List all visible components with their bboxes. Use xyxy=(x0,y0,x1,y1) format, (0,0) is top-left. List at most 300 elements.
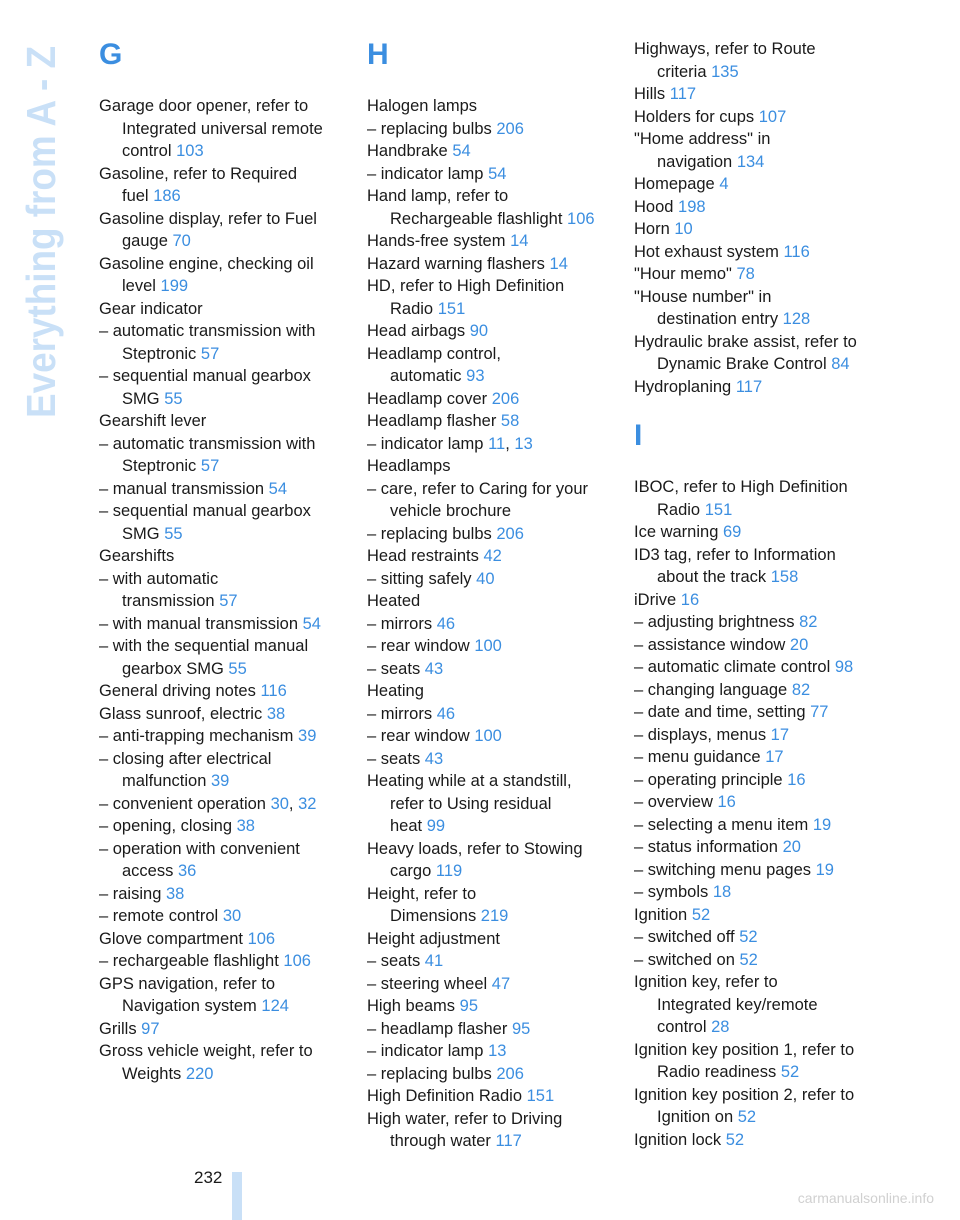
index-entry-text: "House number" in destination entry xyxy=(634,287,779,328)
page-link[interactable]: 46 xyxy=(436,704,456,723)
index-entry xyxy=(634,128,879,173)
section-letter: H xyxy=(367,38,389,71)
index-entry-text: Handbrake xyxy=(367,142,448,160)
index-entry-text: – switched on xyxy=(634,950,735,969)
page-link[interactable]: 54 xyxy=(302,614,321,633)
page-link[interactable]: 116 xyxy=(260,682,287,700)
index-entry-text: GPS navigation, refer to Navigation system xyxy=(99,974,276,1015)
index-entry xyxy=(99,1040,344,1085)
index-entry xyxy=(99,838,344,883)
index-entry xyxy=(634,1039,879,1084)
page-link[interactable]: 16 xyxy=(680,590,700,609)
page-link[interactable]: 151 xyxy=(704,500,733,519)
index-entry xyxy=(367,545,612,568)
index-entry xyxy=(99,365,344,410)
index-entry xyxy=(634,1084,879,1129)
index-entry xyxy=(634,701,879,724)
page-link[interactable]: 95 xyxy=(511,1019,531,1038)
page-accent-bar xyxy=(232,1172,242,1220)
page-link[interactable]: 18 xyxy=(712,883,732,901)
page-number: 232 xyxy=(194,1168,223,1187)
page-link[interactable]: 39 xyxy=(298,727,317,745)
index-entry xyxy=(367,680,612,703)
index-entry xyxy=(634,971,879,1039)
index-entry-text: ID3 tag, refer to Information about the track xyxy=(634,545,836,586)
index-entry xyxy=(99,298,344,321)
index-entry-text: – overview xyxy=(634,793,713,811)
index-entry xyxy=(634,746,879,769)
page-link[interactable]: 206 xyxy=(491,389,520,408)
index-entry xyxy=(367,185,612,230)
index-entry xyxy=(99,883,344,906)
index-entry xyxy=(634,286,879,331)
index-entry-text: – with automatic transmission xyxy=(99,569,219,610)
index-entry-text: Hot exhaust system xyxy=(634,242,779,261)
index-entry: – convenient operation 30, 32 xyxy=(99,794,317,813)
index-entry-text: – seats xyxy=(367,749,421,768)
index-entry xyxy=(367,725,612,748)
index-entry-text: – symbols xyxy=(634,883,709,901)
page-link[interactable]: 36 xyxy=(177,862,197,880)
page-link[interactable]: 116 xyxy=(783,242,810,261)
index-entry-text: Headlamps xyxy=(367,457,451,475)
page-link[interactable]: 16 xyxy=(787,770,806,789)
page-link[interactable]: 13 xyxy=(488,1042,507,1060)
page-link[interactable]: 93 xyxy=(466,367,485,385)
index-entry-text: Ice warning xyxy=(634,523,719,541)
page-link[interactable]: 40 xyxy=(476,569,495,588)
index-entry xyxy=(634,656,879,679)
page-link[interactable]: 199 xyxy=(160,277,189,295)
index-entry xyxy=(634,589,879,612)
index-entry xyxy=(99,208,344,253)
page-link[interactable]: 151 xyxy=(437,299,466,318)
index-entry-text: IBOC, refer to High Definition Radio xyxy=(634,478,848,519)
page-link[interactable]: 97 xyxy=(141,1019,160,1038)
index-entry xyxy=(634,241,879,264)
index-entry xyxy=(634,331,879,376)
index-entry xyxy=(367,1108,612,1153)
index-column-3 xyxy=(634,38,879,1151)
index-entry xyxy=(367,635,612,658)
index-entry xyxy=(99,320,344,365)
page-link[interactable]: 28 xyxy=(711,1018,730,1036)
index-entry xyxy=(634,904,879,927)
index-entry-text: Heating while at a standstill, refer to Using residual heat xyxy=(367,772,572,835)
page-link[interactable]: 55 xyxy=(164,524,183,543)
index-entry-text: Heating xyxy=(367,682,424,700)
index-entry xyxy=(99,905,344,928)
page-link[interactable]: 43 xyxy=(424,749,444,768)
index-entry-text: Headlamp cover xyxy=(367,389,488,408)
index-entry-text: Headlamp control, automatic xyxy=(367,344,501,385)
index-entry xyxy=(634,926,879,949)
index-entry xyxy=(367,928,612,951)
index-entry xyxy=(99,973,344,1018)
page-link[interactable]: 20 xyxy=(789,635,809,654)
page-link[interactable]: 158 xyxy=(770,568,799,586)
page-link[interactable]: 17 xyxy=(770,725,790,744)
page-link[interactable]: 82 xyxy=(799,613,818,631)
index-entry xyxy=(634,196,879,219)
page-link[interactable]: 106 xyxy=(247,929,276,948)
index-entry xyxy=(99,680,344,703)
page-link[interactable]: 95 xyxy=(459,997,478,1015)
index-entry-text: Head airbags xyxy=(367,322,466,340)
index-entry xyxy=(367,140,612,163)
index-entry xyxy=(634,521,879,544)
index-entry-text: – seats xyxy=(367,952,421,970)
index-entry-text: – rechargeable flashlight xyxy=(99,952,279,970)
index-entry-text: – replacing bulbs xyxy=(367,1064,492,1083)
index-entry-text: Gearshifts xyxy=(99,547,175,565)
index-entry xyxy=(367,275,612,320)
index-entry-text: Gearshift lever xyxy=(99,412,207,430)
index-entry-text: – menu guidance xyxy=(634,748,761,766)
index-entry-text: Hills xyxy=(634,85,666,103)
index-entry-text: Grills xyxy=(99,1019,137,1038)
index-entry-text: Gasoline engine, checking oil level xyxy=(99,254,314,295)
index-entry xyxy=(634,263,879,286)
index-entry-text: Highways, refer to Route criteria xyxy=(634,40,816,81)
page-link[interactable]: 100 xyxy=(474,727,502,745)
page-link[interactable]: 46 xyxy=(436,614,456,633)
index-entry xyxy=(634,1129,879,1152)
index-entry-text: Holders for cups xyxy=(634,107,755,126)
index-entry xyxy=(367,388,612,411)
page-link[interactable]: 13 xyxy=(514,434,533,453)
index-entry xyxy=(367,523,612,546)
index-entry xyxy=(367,658,612,681)
index-entry xyxy=(367,838,612,883)
page-link[interactable]: 134 xyxy=(736,152,765,171)
page-link[interactable]: 186 xyxy=(153,187,181,205)
index-entry-text: Gasoline display, refer to Fuel gauge xyxy=(99,209,317,250)
page-link[interactable]: 55 xyxy=(228,659,247,678)
index-entry-text: Hydraulic brake assist, refer to Dynamic Brake Control xyxy=(634,332,857,373)
index-entry xyxy=(367,455,612,478)
index-entry-text: – convenient operation xyxy=(99,794,266,813)
index-entry-text: – sitting safely xyxy=(367,569,472,588)
index-entry xyxy=(367,95,612,118)
page-link[interactable]: 47 xyxy=(491,974,511,993)
index-entry-text: – selecting a menu item xyxy=(634,815,809,834)
index-entry xyxy=(634,376,879,399)
index-entry-text: – sequential manual gearbox SMG xyxy=(99,502,311,543)
page-link[interactable]: 82 xyxy=(791,680,811,699)
index-entry xyxy=(634,476,879,521)
page-link[interactable]: 54 xyxy=(488,164,507,183)
index-entry-text: – opening, closing xyxy=(99,817,233,835)
index-entry xyxy=(634,814,879,837)
page-link[interactable]: 52 xyxy=(725,1130,745,1149)
index-entry-text: – anti-trapping mechanism xyxy=(99,727,294,745)
index-entry xyxy=(634,791,879,814)
index-entry-text: – manual transmission xyxy=(99,479,265,498)
index-entry-text: "Hour memo" xyxy=(634,265,732,283)
page-link[interactable]: 17 xyxy=(765,748,784,766)
index-entry-text: Ignition key, refer to Integrated key/remote control xyxy=(634,973,818,1036)
page-link[interactable]: 117 xyxy=(669,85,697,103)
index-entry xyxy=(367,748,612,771)
index-entry xyxy=(367,343,612,388)
index-entry-text: iDrive xyxy=(634,590,677,609)
index-entry-text: – steering wheel xyxy=(367,974,488,993)
index-entry: – indicator lamp 11, 13 xyxy=(367,434,533,453)
index-entry-text: HD, refer to High Definition Radio xyxy=(367,277,565,318)
page-link[interactable]: 206 xyxy=(496,1064,524,1083)
index-entry xyxy=(99,1018,344,1041)
index-entry xyxy=(367,703,612,726)
index-entry-text: General driving notes xyxy=(99,682,256,700)
index-entry-text: – status information xyxy=(634,838,778,856)
page-link[interactable]: 14 xyxy=(549,254,568,273)
page-link[interactable]: 98 xyxy=(834,658,854,676)
index-entry-text: – rear window xyxy=(367,637,470,655)
index-entry xyxy=(367,995,612,1018)
page-link[interactable]: 117 xyxy=(735,377,763,396)
index-entry-text: High water, refer to Driving through water xyxy=(367,1109,563,1150)
index-entry-text: – automatic climate control xyxy=(634,658,831,676)
index-entry xyxy=(99,703,344,726)
page-link[interactable]: 41 xyxy=(424,952,444,970)
page-link[interactable]: 20 xyxy=(782,838,801,856)
page-link[interactable]: 206 xyxy=(496,119,524,138)
index-entry-text: – adjusting brightness xyxy=(634,613,795,631)
index-entry xyxy=(367,1063,612,1086)
page-link[interactable]: 99 xyxy=(426,817,446,835)
page-link[interactable]: 106 xyxy=(567,209,595,228)
page-link[interactable]: 32 xyxy=(298,794,317,813)
index-entry xyxy=(99,748,344,793)
page-link[interactable]: 117 xyxy=(495,1132,522,1150)
index-entry-text: Height, refer to Dimensions xyxy=(367,884,477,925)
index-entry-text: – switched off xyxy=(634,928,735,946)
index-entry xyxy=(99,950,344,973)
index-entry-text: "Home address" in navigation xyxy=(634,130,771,171)
index-entry-text: Halogen lamps xyxy=(367,97,478,115)
page-link[interactable]: 106 xyxy=(283,952,311,970)
page-link[interactable]: 58 xyxy=(500,412,520,430)
index-entry xyxy=(634,724,879,747)
page-link[interactable]: 128 xyxy=(782,310,811,328)
index-entry xyxy=(367,883,612,928)
page-link[interactable]: 100 xyxy=(474,637,502,655)
watermark: carmanualsonline.info xyxy=(797,1190,934,1206)
index-entry-text: – operation with convenient access xyxy=(99,839,300,880)
index-entry-text: – replacing bulbs xyxy=(367,119,492,138)
index-entry xyxy=(634,836,879,859)
page-link[interactable]: 52 xyxy=(691,905,711,924)
index-entry xyxy=(367,1040,612,1063)
page-link[interactable]: 219 xyxy=(480,907,509,925)
index-entry-text: – automatic transmission with Steptronic xyxy=(99,434,316,475)
index-entry xyxy=(634,218,879,241)
index-entry-text: Headlamp flasher xyxy=(367,412,497,430)
page-link[interactable]: 151 xyxy=(526,1087,555,1105)
index-entry xyxy=(367,118,612,141)
index-entry xyxy=(99,725,344,748)
index-entry-text: – indicator lamp xyxy=(367,434,484,453)
index-entry-text: Hood xyxy=(634,197,674,216)
page-link[interactable]: 42 xyxy=(483,547,502,565)
page-link[interactable]: 14 xyxy=(510,232,529,250)
index-entry xyxy=(99,635,344,680)
page-link[interactable]: 77 xyxy=(810,703,829,721)
index-entry xyxy=(367,1085,612,1108)
index-entry xyxy=(367,613,612,636)
index-column-1 xyxy=(99,38,344,1085)
index-entry-text: Height adjustment xyxy=(367,929,500,948)
index-entry xyxy=(367,973,612,996)
page-link[interactable]: 90 xyxy=(469,322,489,340)
index-entry xyxy=(634,769,879,792)
index-entry-text: Hazard warning flashers xyxy=(367,254,545,273)
index-entry-text: – switching menu pages xyxy=(634,860,812,879)
index-entry xyxy=(367,230,612,253)
index-entry-text: – displays, menus xyxy=(634,725,767,744)
index-entry xyxy=(99,410,344,433)
index-entry-text: Gear indicator xyxy=(99,299,203,318)
index-entry-text: – closing after electrical malfunction xyxy=(99,749,272,790)
page-link[interactable]: 55 xyxy=(164,389,183,408)
page-link[interactable]: 16 xyxy=(717,793,736,811)
side-title xyxy=(18,4,64,422)
index-entry-text: – sequential manual gearbox SMG xyxy=(99,367,311,408)
page-link[interactable]: 124 xyxy=(261,997,289,1015)
page-link[interactable]: 38 xyxy=(165,884,185,903)
index-entry-text: Heated xyxy=(367,592,421,610)
index-entry-text: Hand lamp, refer to Rechargeable flashlight xyxy=(367,187,563,228)
page-link[interactable]: 220 xyxy=(185,1064,214,1083)
index-entry-text: Gasoline, refer to Required fuel xyxy=(99,164,298,205)
index-entry-text: Gross vehicle weight, refer to Weights xyxy=(99,1042,313,1083)
index-entry xyxy=(99,928,344,951)
index-entry-text: – indicator lamp xyxy=(367,164,484,183)
page-link[interactable]: 54 xyxy=(452,142,471,160)
page-link[interactable]: 30 xyxy=(270,794,289,813)
page-link[interactable]: 38 xyxy=(236,817,255,835)
index-entry xyxy=(367,1018,612,1041)
page-link[interactable]: 38 xyxy=(266,704,286,723)
page-link[interactable]: 52 xyxy=(780,1063,800,1081)
index-entry-text: High beams xyxy=(367,997,456,1015)
index-entry xyxy=(634,38,879,83)
index-entry-text: – date and time, setting xyxy=(634,703,806,721)
index-entry xyxy=(99,478,344,501)
page-link[interactable]: 52 xyxy=(739,950,758,969)
page-link[interactable]: 4 xyxy=(719,175,729,193)
index-entry xyxy=(99,253,344,298)
page-link[interactable]: 107 xyxy=(758,107,787,126)
index-entry xyxy=(99,545,344,568)
index-entry xyxy=(634,544,879,589)
index-entry xyxy=(367,410,612,433)
index-entry xyxy=(99,163,344,208)
index-entry-text: – operating principle xyxy=(634,770,783,789)
index-entry xyxy=(367,320,612,343)
page-link[interactable]: 57 xyxy=(219,592,238,610)
index-entry xyxy=(634,881,879,904)
index-entry xyxy=(367,590,612,613)
index-entry-text: – indicator lamp xyxy=(367,1042,484,1060)
page-link[interactable]: 78 xyxy=(736,265,755,283)
index-entry-text: – with the sequential manual gearbox SMG xyxy=(99,637,309,678)
index-entry-text: Heavy loads, refer to Stowing cargo xyxy=(367,839,583,880)
index-entry xyxy=(99,568,344,613)
index-column-2 xyxy=(367,38,612,1153)
index-entry xyxy=(634,859,879,882)
index-entry-text: Glove compartment xyxy=(99,929,243,948)
page-link[interactable]: 11 xyxy=(488,434,506,453)
index-entry-text: High Definition Radio xyxy=(367,1087,523,1105)
index-entry-text: – with manual transmission xyxy=(99,614,298,633)
index-entry xyxy=(99,500,344,545)
index-entry-text: – raising xyxy=(99,884,162,903)
index-entry-text: – headlamp flasher xyxy=(367,1019,508,1038)
index-entry-text: – replacing bulbs xyxy=(367,524,492,543)
index-entry-text: Garage door opener, refer to Integrated universal remote control xyxy=(99,97,323,160)
page-link[interactable]: 52 xyxy=(739,928,758,946)
index-entry-text: Head restraints xyxy=(367,547,479,565)
index-entry xyxy=(634,83,879,106)
page-link[interactable]: 19 xyxy=(812,815,832,834)
section-letter: G xyxy=(99,38,123,71)
page-link[interactable]: 39 xyxy=(210,772,230,790)
index-entry-text: Hydroplaning xyxy=(634,377,732,396)
index-entry xyxy=(367,770,612,838)
index-entry-text: Glass sunroof, electric xyxy=(99,704,263,723)
page-link[interactable]: 84 xyxy=(831,355,850,373)
index-entry-text: Ignition lock xyxy=(634,1130,722,1149)
page-link[interactable]: 198 xyxy=(678,197,706,216)
index-entry-text: Hands-free system xyxy=(367,232,506,250)
page-link[interactable]: 43 xyxy=(424,659,444,678)
index-entry-text: – automatic transmission with Steptronic xyxy=(99,322,316,363)
page-link[interactable]: 57 xyxy=(200,457,220,475)
index-entry-text: Homepage xyxy=(634,175,715,193)
index-entry-text: Ignition key position 1, refer to Radio readiness xyxy=(634,1040,855,1081)
page-link[interactable]: 135 xyxy=(711,62,739,81)
page-link[interactable]: 19 xyxy=(815,860,834,879)
index-entry xyxy=(634,949,879,972)
index-entry-text: – mirrors xyxy=(367,704,433,723)
index-entry xyxy=(99,613,344,636)
index-entry-text: – seats xyxy=(367,659,421,678)
index-entry xyxy=(367,163,612,186)
page-link[interactable]: 70 xyxy=(172,232,191,250)
index-entry-text: – remote control xyxy=(99,907,219,925)
page-link[interactable]: 103 xyxy=(176,142,204,160)
index-entry xyxy=(367,478,612,523)
index-entry-text: Ignition key position 2, refer to Ignition on xyxy=(634,1085,855,1126)
index-entry xyxy=(99,815,344,838)
page-link[interactable]: 206 xyxy=(496,524,524,543)
page-link[interactable]: 57 xyxy=(200,344,220,363)
index-entry xyxy=(99,95,344,163)
page-link[interactable]: 54 xyxy=(268,479,288,498)
index-entry-text: – mirrors xyxy=(367,614,433,633)
index-entry-text: – changing language xyxy=(634,680,788,699)
page-link[interactable]: 10 xyxy=(674,220,693,238)
index-entry-text: Horn xyxy=(634,220,670,238)
page-link[interactable]: 52 xyxy=(737,1108,757,1126)
index-entry xyxy=(634,106,879,129)
page-link[interactable]: 69 xyxy=(722,523,742,541)
page-link[interactable]: 30 xyxy=(222,907,242,925)
page-link[interactable]: 119 xyxy=(435,862,463,880)
index-entry xyxy=(634,679,879,702)
